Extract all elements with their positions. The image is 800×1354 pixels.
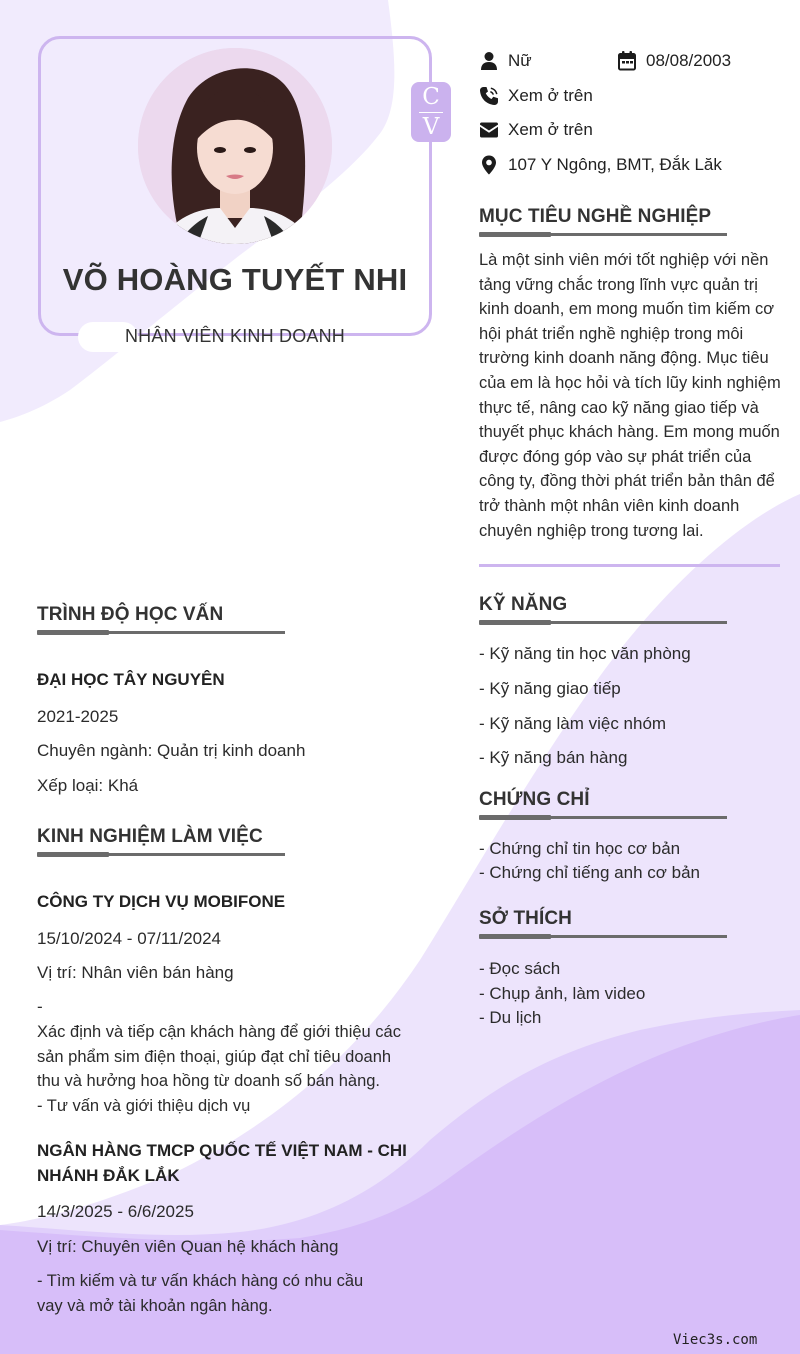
objective-line: công ty, đồng thời phát triển bản thân để xyxy=(479,472,775,491)
experience-rule-accent xyxy=(37,852,109,857)
phone-value: Xem ở trên xyxy=(508,86,593,105)
email-value: Xem ở trên xyxy=(508,120,593,139)
skill-item: - Kỹ năng bán hàng xyxy=(479,748,628,767)
location-pin-icon xyxy=(478,154,500,176)
job-dates: 14/3/2025 - 6/6/2025 xyxy=(37,1202,194,1221)
objective-line: chuyên nghiệp trong tương lai. xyxy=(479,521,704,540)
job-title: NHÂN VIÊN KINH DOANH xyxy=(124,326,346,346)
school-name: ĐẠI HỌC TÂY NGUYÊN xyxy=(37,670,225,689)
gender-value: Nữ xyxy=(508,51,532,70)
hobby-item: - Chụp ảnh, làm video xyxy=(479,984,646,1003)
envelope-icon xyxy=(478,119,500,141)
job-dates: 15/10/2024 - 07/11/2024 xyxy=(37,929,222,948)
job-position: Vị trí: Chuyên viên Quan hệ khách hàng xyxy=(37,1237,339,1256)
education-rank: Xếp loại: Khá xyxy=(37,776,139,795)
birthday-value: 08/08/2003 xyxy=(646,51,732,70)
education-heading: TRÌNH ĐỘ HỌC VẤN xyxy=(37,604,224,625)
certificates-rule-accent xyxy=(479,815,551,820)
objective-line: trường kinh doanh năng động. Mục tiêu xyxy=(479,349,769,368)
contact-address xyxy=(478,152,722,178)
skills-rule-accent xyxy=(479,620,551,625)
job-description-line: thu và hưởng hoa hồng từ doanh số bán hàng. xyxy=(37,1072,381,1091)
contact-gender xyxy=(478,48,532,74)
address-value: 107 Y Ngông, BMT, Đắk Lăk xyxy=(508,155,722,174)
job-description-line: Xác định và tiếp cận khách hàng để giới thiệu các xyxy=(37,1023,401,1041)
education-rule-accent xyxy=(37,630,109,635)
education-years: 2021-2025 xyxy=(37,707,119,726)
objective-line: Là một sinh viên mới tốt nghiệp với nền xyxy=(479,251,769,269)
skill-item: - Kỹ năng giao tiếp xyxy=(479,679,621,698)
contact-email xyxy=(478,117,593,143)
hobby-item: - Đọc sách xyxy=(479,959,561,978)
objective-text xyxy=(479,248,789,543)
objective-line: của em là học hỏi và tích lũy kinh nghiệm xyxy=(479,373,781,392)
objective-line: được đóng góp vào sự phát triển của xyxy=(479,447,752,466)
hobbies-rule-accent xyxy=(479,934,551,939)
section-divider xyxy=(479,564,780,567)
job-company: CÔNG TY DỊCH VỤ MOBIFONE xyxy=(37,892,286,911)
job-description xyxy=(37,1020,417,1118)
job-company-line: NHÁNH ĐẮK LẮK xyxy=(37,1165,180,1185)
profile-photo xyxy=(138,48,332,244)
person-portrait-icon xyxy=(138,48,332,244)
objective-line: kinh doanh, em mong muốn tìm kiếm cơ xyxy=(479,300,775,319)
cv-badge-letter-c: C xyxy=(422,84,440,110)
cv-badge-divider xyxy=(419,112,443,113)
job-description-line: - Tìm kiếm và tư vấn khách hàng có nhu cầu xyxy=(37,1272,364,1290)
footer-watermark: Viec3s.com xyxy=(673,1332,758,1348)
contact-birthday xyxy=(616,48,731,74)
job-description-line: sản phẩm sim điện thoại, giúp đạt chỉ tiêu doanh xyxy=(37,1047,392,1066)
job-description-line: vay và mở tài khoản ngân hàng. xyxy=(37,1296,273,1315)
job-description-line: - Tư vấn và giới thiệu dịch vụ xyxy=(37,1096,251,1115)
objective-line: trở thành một nhân viên kinh doanh xyxy=(479,496,740,515)
objective-rule-accent xyxy=(479,232,551,237)
cv-badge-letter-v: V xyxy=(422,114,440,140)
objective-heading: MỤC TIÊU NGHỀ NGHIỆP xyxy=(479,206,712,227)
contact-phone xyxy=(478,83,593,109)
objective-line: hội phát triển nghề nghiệp trong môi xyxy=(479,324,744,343)
job-company xyxy=(37,1139,417,1188)
job-position: Vị trí: Nhân viên bán hàng xyxy=(37,963,234,982)
objective-line: thực tế, nâng cao kỹ năng giao tiếp và xyxy=(479,398,759,417)
certificate-item: - Chứng chỉ tin học cơ bản xyxy=(479,839,681,858)
job-description xyxy=(37,1269,417,1318)
job-company-line: NGÂN HÀNG TMCP QUỐC TẾ VIỆT NAM - CHI xyxy=(37,1141,407,1160)
certificate-item: - Chứng chỉ tiếng anh cơ bản xyxy=(479,863,700,882)
job-bullet-dash: - xyxy=(37,997,43,1016)
skill-item: - Kỹ năng làm việc nhóm xyxy=(479,714,667,733)
skill-item: - Kỹ năng tin học văn phòng xyxy=(479,644,691,663)
experience-heading: KINH NGHIỆM LÀM VIỆC xyxy=(37,826,263,847)
candidate-name: VÕ HOÀNG TUYẾT NHI xyxy=(62,262,408,297)
certificates-heading: CHỨNG CHỈ xyxy=(479,789,590,810)
hobbies-heading: SỞ THÍCH xyxy=(479,908,573,929)
objective-line: tảng vững chắc trong lĩnh vực quản trị xyxy=(479,275,758,294)
education-major: Chuyên ngành: Quản trị kinh doanh xyxy=(37,741,306,760)
objective-line: thuyết phục khách hàng. Em mong muốn xyxy=(479,423,780,442)
skills-heading: KỸ NĂNG xyxy=(479,594,568,615)
hobby-item: - Du lịch xyxy=(479,1008,542,1027)
person-icon xyxy=(478,50,500,72)
calendar-icon xyxy=(616,50,638,72)
phone-icon xyxy=(478,85,500,107)
cv-badge xyxy=(411,82,451,142)
